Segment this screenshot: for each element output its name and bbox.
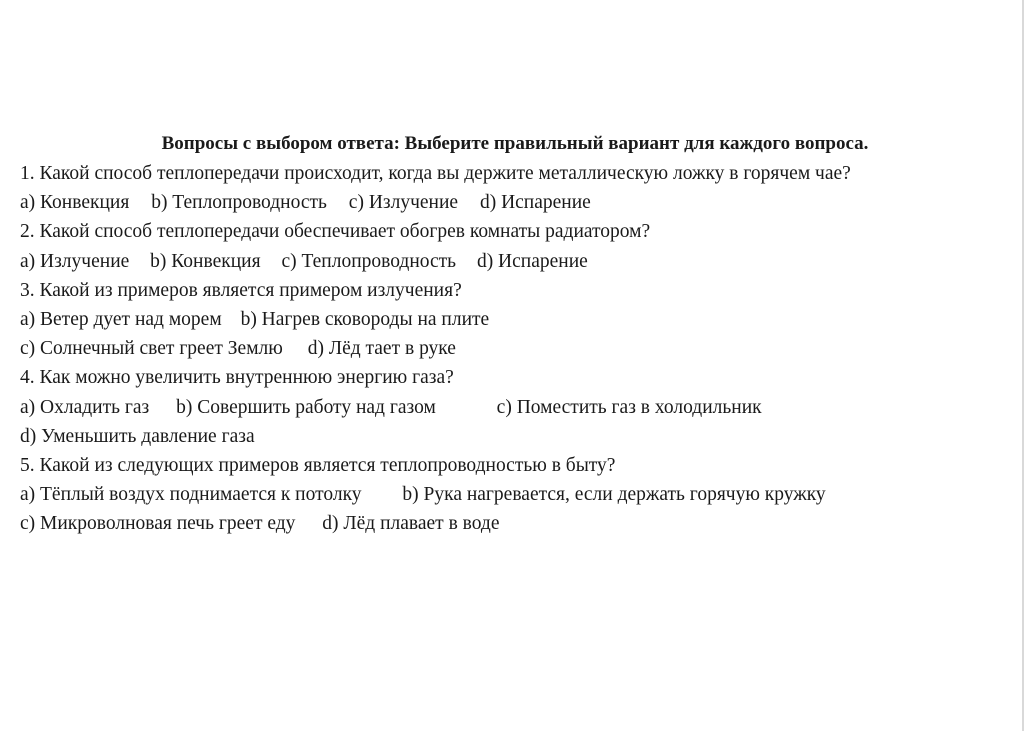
question-5-options-row-2	[20, 509, 1010, 538]
question-2-option-b: b) Конвекция	[150, 250, 261, 272]
question-3-option-b: b) Нагрев сковороды на плите	[240, 309, 490, 331]
question-4-option-b: b) Совершить работу над газом	[176, 396, 436, 418]
question-2-option-d: d) Испарение	[476, 250, 588, 272]
question-5-option-a: a) Тёплый воздух поднимается к потолку	[20, 484, 362, 506]
question-4-text: 4. Как можно увеличить внутреннюю энергию газа?	[20, 367, 454, 389]
question-3-options-row-1	[20, 305, 1010, 334]
question-3-option-c: c) Солнечный свет греет Землю	[20, 338, 283, 360]
question-5-text: 5. Какой из следующих примеров является теплопроводностью в быту?	[20, 455, 616, 477]
question-5-option-c: c) Микроволновая печь греет еду	[20, 513, 296, 535]
question-4-options-row-2	[20, 422, 1010, 451]
worksheet-title: Вопросы с выбором ответа: Выберите правильный вариант для каждого вопроса.	[161, 133, 869, 154]
question-1-option-b: b) Теплопроводность	[151, 192, 327, 214]
question-2-options	[20, 247, 1010, 276]
question-4-option-c: c) Поместить газ в холодильник	[496, 396, 762, 418]
question-4-options-row-1	[20, 393, 1010, 422]
question-1-options	[20, 188, 1010, 217]
question-5-options-row-1	[20, 480, 1010, 509]
question-4-option-a: a) Охладить газ	[20, 396, 150, 418]
question-2-option-c: c) Теплопроводность	[281, 250, 457, 272]
question-5-option-b: b) Рука нагревается, если держать горячую кружку	[402, 484, 826, 506]
worksheet	[20, 130, 1010, 539]
question-3-option-d: d) Лёд тает в руке	[307, 338, 456, 360]
question-1-text: 1. Какой способ теплопередачи происходит, когда вы держите металлическую ложку в горячем чае?	[20, 163, 851, 184]
question-1-option-c: c) Излучение	[348, 192, 459, 214]
question-1-option-a: a) Конвекция	[20, 192, 130, 214]
question-4-option-d: d) Уменьшить давление газа	[20, 425, 255, 447]
question-3-options-row-2	[20, 334, 1010, 363]
question-5-option-d: d) Лёд плавает в воде	[322, 513, 500, 535]
question-3-option-a: a) Ветер дует над морем	[20, 309, 222, 331]
question-1-option-d: d) Испарение	[479, 192, 591, 214]
question-2-text: 2. Какой способ теплопередачи обеспечивает обогрев комнаты радиатором?	[20, 221, 651, 243]
question-3-text: 3. Какой из примеров является примером излучения?	[20, 279, 462, 301]
question-2-option-a: a) Излучение	[20, 250, 130, 272]
